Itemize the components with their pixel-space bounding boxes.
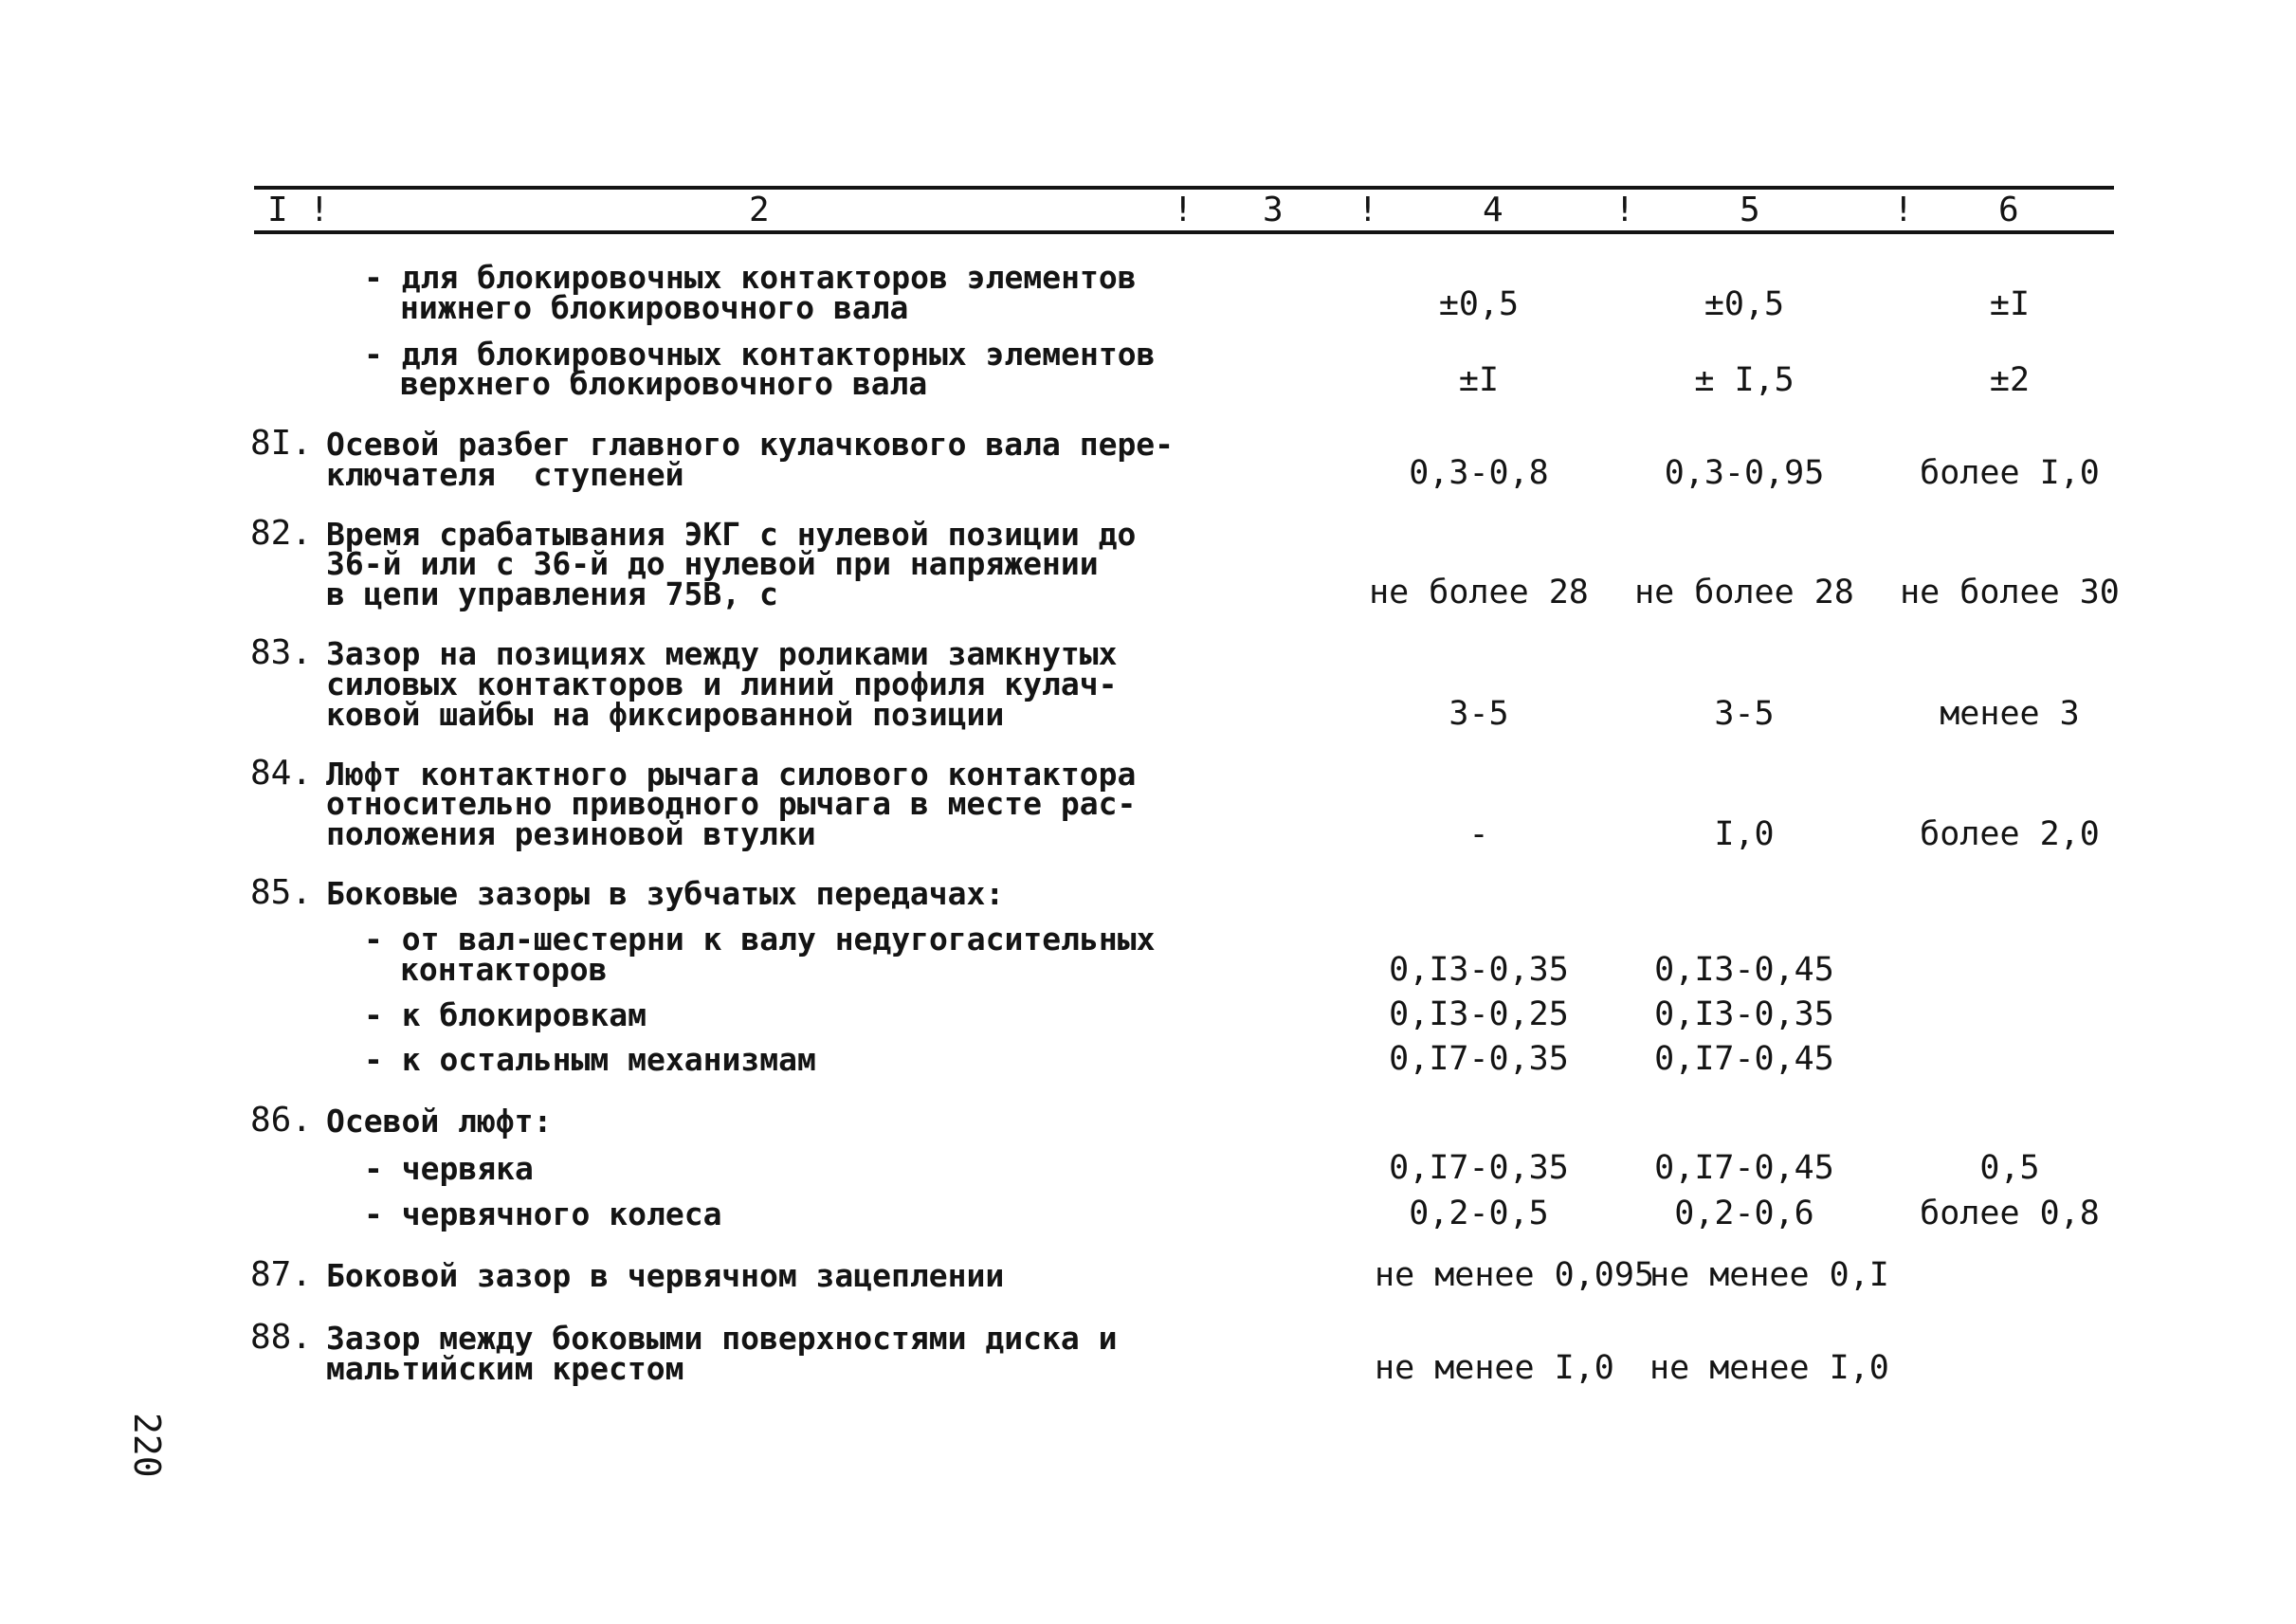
row-81-col-4: 0,3-0,8 (1409, 454, 1549, 492)
row-84-col-6: более 2,0 (1920, 815, 2100, 853)
row-88-col-5: не менее I,0 (1649, 1349, 1889, 1387)
header-sep-4: ! (1614, 191, 1635, 229)
row-87-col-5: не менее 0,I (1649, 1256, 1889, 1294)
row-86a-col-4: 0,I7-0,35 (1389, 1149, 1569, 1187)
row-87-number: 87. (250, 1255, 313, 1294)
row-82-text-3: в цепи управления 75В, с (326, 575, 778, 612)
row-1-text-2: нижнего блокировочного вала (400, 289, 909, 326)
row-86b-col-5: 0,2-0,6 (1674, 1195, 1814, 1232)
row-86b-text-1: - червячного колеса (364, 1195, 722, 1232)
header-col-2: 2 (749, 191, 770, 229)
row-86a-text-1: - червяка (364, 1150, 534, 1187)
row-2-col-4: ±I (1458, 361, 1500, 399)
page-number: 220 (126, 1413, 168, 1478)
row-87-text-1: Боковой зазор в червячном зацеплении (326, 1257, 1005, 1294)
row-84-col-4: - (1468, 815, 1489, 853)
row-84-col-5: I,0 (1714, 815, 1775, 853)
header-sep-2: ! (1173, 191, 1194, 229)
row-82-col-6: не более 30 (1900, 574, 2120, 611)
header-col-6: 6 (1998, 191, 2019, 229)
row-88-text-1: Зазор между боковыми поверхностями диска и (326, 1320, 1118, 1357)
row-86b-col-4: 0,2-0,5 (1409, 1195, 1549, 1232)
row-86a-col-6: 0,5 (1979, 1149, 2040, 1187)
row-85c-col-5: 0,I7-0,45 (1654, 1040, 1834, 1078)
header-sep-5: ! (1893, 191, 1914, 229)
row-2-text-1: - для блокировочных контакторных элементов (364, 336, 1156, 373)
row-85a-text-2: контакторов (400, 951, 608, 988)
header-rule-bottom (254, 230, 2114, 234)
row-1-col-5: ±0,5 (1704, 285, 1785, 323)
header-col-5: 5 (1740, 191, 1760, 229)
header-col-1: I (267, 191, 288, 229)
row-85b-col-4: 0,I3-0,25 (1389, 995, 1569, 1033)
row-83-text-3: ковой шайбы на фиксированной позиции (326, 696, 1005, 733)
row-88-number: 88. (250, 1318, 313, 1357)
row-82-col-5: не более 28 (1634, 574, 1854, 611)
row-85c-text-1: - к остальным механизмам (364, 1041, 816, 1078)
row-86-number: 86. (250, 1101, 313, 1140)
row-83-col-4: 3-5 (1449, 695, 1509, 733)
row-82-text-2: 36-й или с 36-й до нулевой при напряжении (326, 545, 1099, 582)
header-col-4: 4 (1483, 191, 1503, 229)
header-col-3: 3 (1263, 191, 1284, 229)
row-81-number: 8I. (250, 424, 313, 463)
row-84-text-3: положения резиновой втулки (326, 815, 816, 852)
row-85a-col-5: 0,I3-0,45 (1654, 951, 1834, 989)
row-85c-col-4: 0,I7-0,35 (1389, 1040, 1569, 1078)
row-81-col-6: более I,0 (1920, 454, 2100, 492)
row-87-col-4: не менее 0,095 (1375, 1256, 1655, 1294)
row-84-text-2: относительно приводного рычага в месте рас- (326, 785, 1137, 822)
row-83-text-2: силовых контакторов и линий профиля кулач- (326, 666, 1118, 703)
row-86b-col-6: более 0,8 (1920, 1195, 2100, 1232)
row-88-col-4: не менее I,0 (1375, 1349, 1614, 1387)
header-sep-3: ! (1358, 191, 1378, 229)
row-81-col-5: 0,3-0,95 (1664, 454, 1825, 492)
row-81-text-2: ключателя ступеней (326, 456, 684, 493)
row-83-number: 83. (250, 633, 313, 672)
row-85b-col-5: 0,I3-0,35 (1654, 995, 1834, 1033)
row-85a-text-1: - от вал-шестерни к валу недугогасительных (364, 921, 1156, 958)
row-84-number: 84. (250, 754, 313, 793)
row-85b-text-1: - к блокировкам (364, 996, 647, 1033)
row-2-text-2: верхнего блокировочного вала (400, 365, 928, 402)
row-86-text-1: Осевой люфт: (326, 1103, 553, 1140)
row-1-col-6: ±I (1989, 285, 2031, 323)
row-83-col-6: менее 3 (1940, 695, 2080, 733)
row-1-text-1: - для блокировочных контакторов элементов (364, 259, 1137, 296)
row-82-number: 82. (250, 514, 313, 553)
header-rule-top (254, 186, 2114, 190)
row-85-text-1: Боковые зазоры в зубчатых передачах: (326, 875, 1005, 912)
row-86a-col-5: 0,I7-0,45 (1654, 1149, 1834, 1187)
row-2-col-5: ± I,5 (1694, 361, 1795, 399)
row-1-col-4: ±0,5 (1438, 285, 1520, 323)
row-82-text-1: Время срабатывания ЭКГ с нулевой позиции до (326, 516, 1137, 553)
header-sep-1: ! (309, 191, 330, 229)
row-2-col-6: ±2 (1989, 361, 2031, 399)
row-84-text-1: Люфт контактного рычага силового контактора (326, 756, 1137, 793)
row-83-col-5: 3-5 (1714, 695, 1775, 733)
row-88-text-2: мальтийским крестом (326, 1350, 684, 1387)
row-85-number: 85. (250, 873, 313, 912)
row-83-text-1: Зазор на позициях между роликами замкнутых (326, 635, 1118, 672)
row-81-text-1: Осевой разбег главного кулачкового вала пере- (326, 426, 1175, 463)
row-85a-col-4: 0,I3-0,35 (1389, 951, 1569, 989)
row-82-col-4: не более 28 (1369, 574, 1589, 611)
